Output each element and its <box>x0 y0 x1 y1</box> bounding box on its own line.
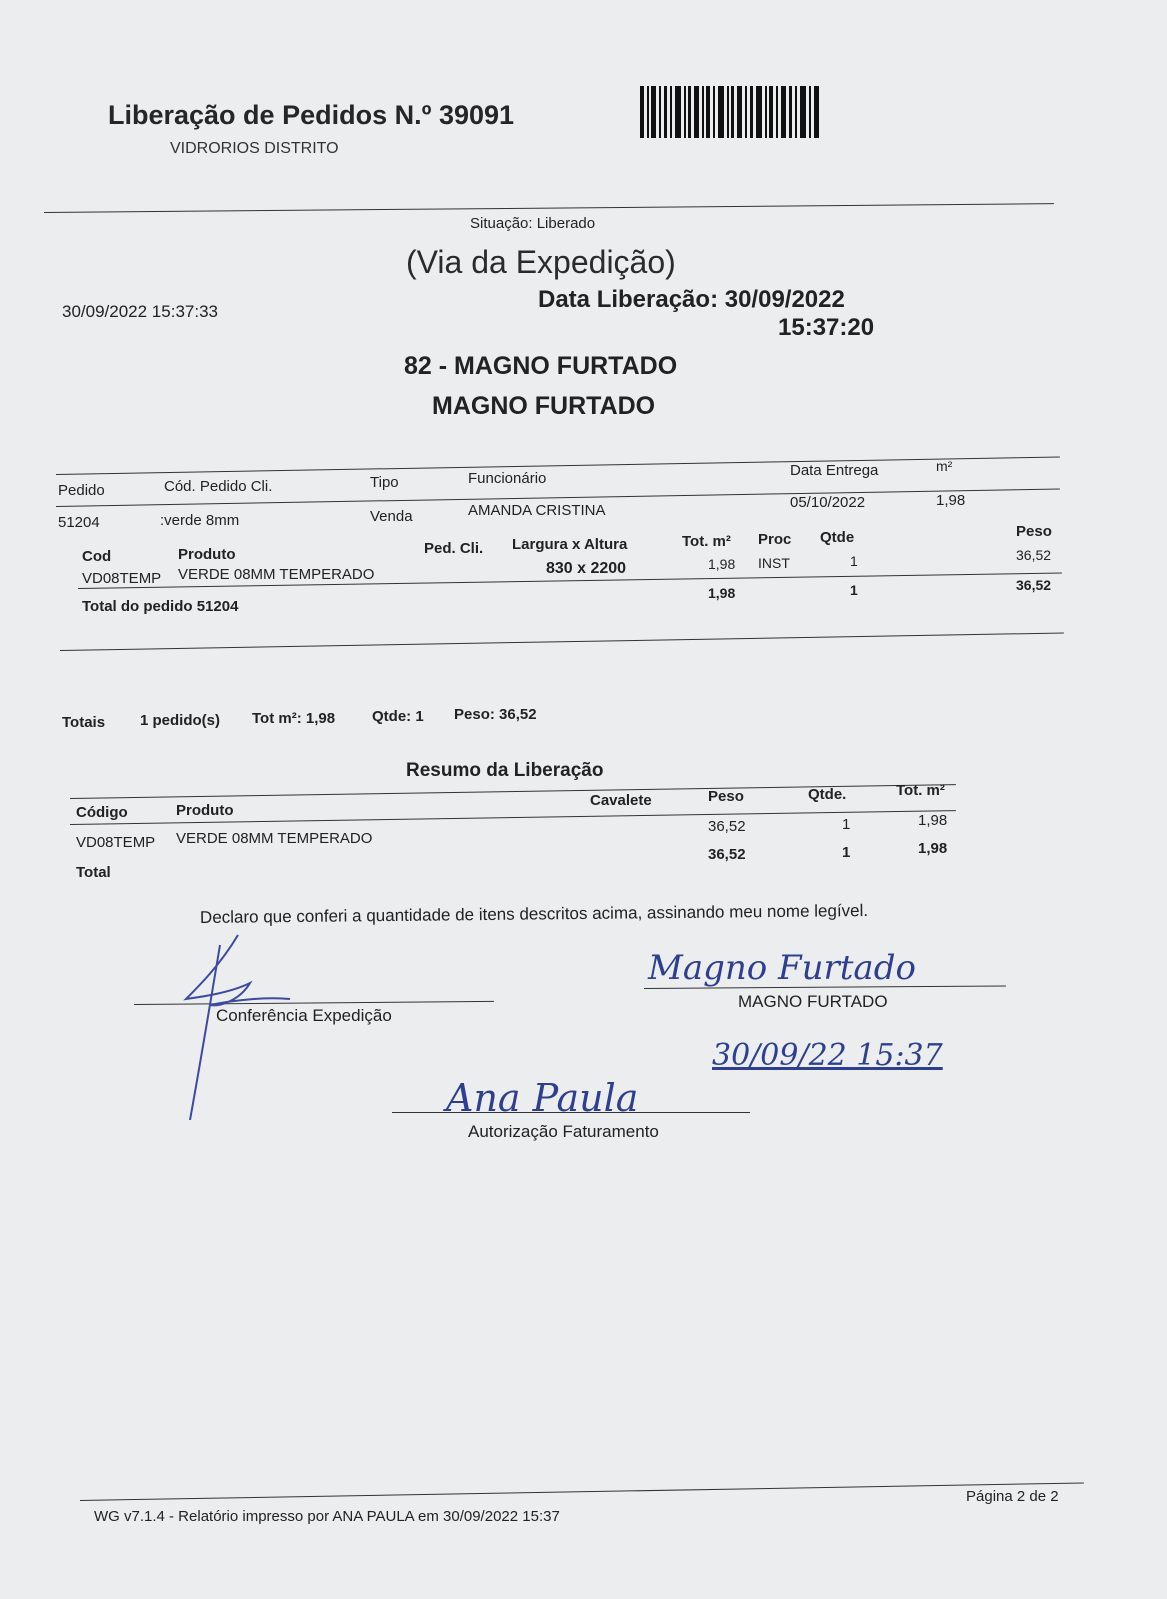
release-date: Data Liberação: 30/09/2022 <box>538 286 845 313</box>
item-proc: INST <box>758 555 790 571</box>
summary-col-peso: Peso <box>708 788 744 805</box>
item-cod: VD08TEMP <box>82 570 162 587</box>
order-total-m2: 1,98 <box>708 585 736 601</box>
document-title: Liberação de Pedidos N.º 39091 <box>108 100 515 130</box>
order-cod-cli: :verde 8mm <box>160 512 240 529</box>
order-pedido: 51204 <box>58 514 100 531</box>
release-time: 15:37:20 <box>778 314 875 341</box>
col-m2: m² <box>936 458 953 474</box>
autorizacao-label: Autorização Faturamento <box>468 1122 659 1141</box>
client-name-label: MAGNO FURTADO <box>738 992 888 1011</box>
order-tipo: Venda <box>370 508 413 525</box>
summary-title: Resumo da Liberação <box>406 760 604 781</box>
handwritten-date: 30/09/22 15:37 <box>712 1038 943 1073</box>
autorizacao-signature-line <box>392 1112 750 1113</box>
autorizacao-handwritten-signature: Ana Paula <box>446 1076 639 1120</box>
summary-total-qtde: 1 <box>842 844 851 861</box>
order-total-peso: 36,52 <box>1016 577 1052 593</box>
items-col-qtde: Qtde <box>820 529 855 546</box>
order-m2: 1,98 <box>936 492 966 509</box>
col-data-entrega: Data Entrega <box>790 462 879 479</box>
company-name: VIDRORIOS DISTRITO <box>170 140 339 157</box>
summary-total-peso: 36,52 <box>708 846 746 863</box>
summary-total-tot-m2: 1,98 <box>918 840 948 857</box>
conferencia-label: Conferência Expedição <box>216 1006 392 1025</box>
totals-qtde: Qtde: 1 <box>372 708 424 725</box>
summary-produto: VERDE 08MM TEMPERADO <box>176 830 373 847</box>
item-tot-m2: 1,98 <box>708 556 736 572</box>
summary-col-cavalete: Cavalete <box>590 792 652 809</box>
order-bottom-divider <box>60 632 1064 651</box>
col-tipo: Tipo <box>370 474 399 491</box>
items-col-tot-m2: Tot. m² <box>682 533 731 550</box>
summary-col-tot-m2: Tot. m² <box>896 782 945 799</box>
item-peso: 36,52 <box>1016 547 1052 563</box>
order-funcionario: AMANDA CRISTINA <box>468 502 606 519</box>
copy-label: (Via da Expedição) <box>406 244 676 280</box>
items-col-proc: Proc <box>758 531 792 548</box>
item-produto: VERDE 08MM TEMPERADO <box>178 566 375 583</box>
summary-qtde: 1 <box>842 816 851 833</box>
summary-col-produto: Produto <box>176 802 234 819</box>
col-pedido: Pedido <box>58 482 105 499</box>
order-data-entrega: 05/10/2022 <box>790 494 866 511</box>
summary-peso: 36,52 <box>708 818 746 835</box>
order-total-qtde: 1 <box>850 582 858 598</box>
totals-label: Totais <box>62 714 106 731</box>
item-qtde: 1 <box>850 553 858 569</box>
items-col-peso: Peso <box>1016 523 1052 540</box>
barcode-icon <box>640 86 820 138</box>
totals-m2: Tot m²: 1,98 <box>252 710 336 727</box>
printed-datetime: 30/09/2022 15:37:33 <box>62 302 218 321</box>
items-col-cod: Cod <box>82 548 112 565</box>
order-total-label: Total do pedido 51204 <box>82 598 239 615</box>
order-top-divider <box>56 456 1060 475</box>
items-col-largura-altura: Largura x Altura <box>512 536 628 553</box>
col-cod-cli: Cód. Pedido Cli. <box>164 478 273 495</box>
summary-codigo: VD08TEMP <box>76 834 156 851</box>
totals-peso: Peso: 36,52 <box>454 706 537 723</box>
footer-divider <box>80 1482 1084 1501</box>
declaration-text: Declaro que conferi a quantidade de itens descritos acima, assinando meu nome legível. <box>199 901 869 927</box>
items-col-ped-cli: Ped. Cli. <box>424 540 484 557</box>
summary-tot-m2: 1,98 <box>918 812 948 829</box>
situation-label: Situação: Liberado <box>470 215 596 232</box>
client-handwritten-signature: Magno Furtado <box>648 948 916 988</box>
summary-col-codigo: Código <box>76 804 128 821</box>
client-line-2: MAGNO FURTADO <box>432 392 656 420</box>
header-divider <box>44 203 1054 213</box>
summary-col-qtde: Qtde. <box>808 786 847 803</box>
totals-pedidos: 1 pedido(s) <box>140 712 221 729</box>
summary-total-label: Total <box>76 864 111 881</box>
col-funcionario: Funcionário <box>468 470 547 487</box>
footer-page-number: Página 2 de 2 <box>966 1488 1059 1505</box>
item-dimensoes: 830 x 2200 <box>546 560 627 577</box>
items-col-produto: Produto <box>178 546 236 563</box>
client-line-1: 82 - MAGNO FURTADO <box>404 352 678 380</box>
footer-report-info: WG v7.1.4 - Relatório impresso por ANA PAULA em 30/09/2022 15:37 <box>94 1508 560 1525</box>
